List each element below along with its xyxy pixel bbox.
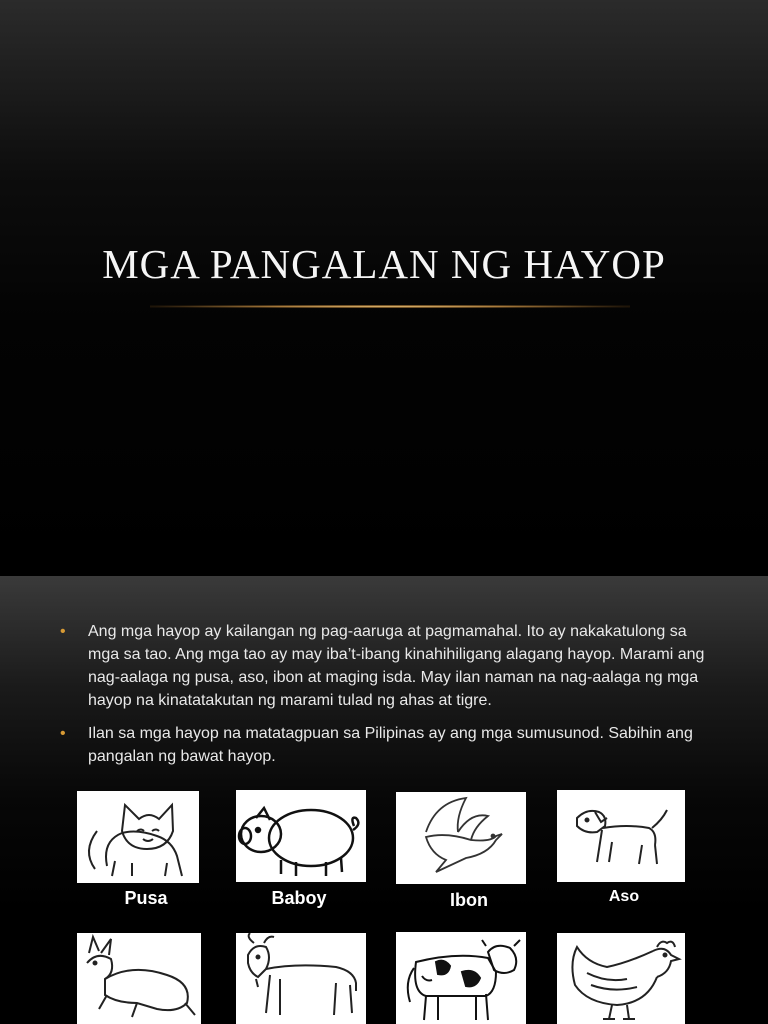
- animal-label: Baboy: [271, 888, 327, 908]
- animal-label: Aso: [608, 888, 640, 905]
- bullet-dot-icon: •: [60, 725, 66, 742]
- bird-drawing-icon: [396, 792, 526, 884]
- pig-drawing-icon: [236, 790, 366, 882]
- bullet-dot-icon: •: [60, 623, 66, 640]
- bullet-item: [58, 620, 718, 712]
- animal-label: Pusa: [124, 888, 168, 908]
- rabbit-drawing-icon: [77, 933, 201, 1024]
- slide-title: MGA PANGALAN NG HAYOP: [102, 241, 666, 287]
- goat-drawing-icon: [236, 933, 366, 1024]
- animal-label: Ibon: [450, 890, 488, 910]
- dog-drawing-icon: [557, 790, 685, 882]
- bullet-text: Ang mga hayop ay kailangan ng pag-aaruga at pagmamahal. Ito ay nakakatulong sa mga sa tao. Ang mga tao ay may iba’t-ibang kinahihiligang alagang hayop. Marami ang nag-aalaga ng pusa, aso, ibon at maging isda. May ilan naman na nag-aalaga ng mga hayop na kinatatakutan ng marami tulad ng ahas at tigre.: [88, 623, 705, 709]
- cow-drawing-icon: [396, 932, 526, 1024]
- hen-drawing-icon: [557, 933, 685, 1024]
- bullet-list: [58, 620, 718, 778]
- title-underline: [150, 305, 630, 308]
- bullet-text: Ilan sa mga hayop na matatagpuan sa Pilipinas ay ang mga sumusunod. Sabihin ang pangalan ng bawat hayop.: [88, 725, 693, 765]
- bullet-item: [58, 722, 718, 768]
- cat-drawing-icon: [77, 791, 199, 883]
